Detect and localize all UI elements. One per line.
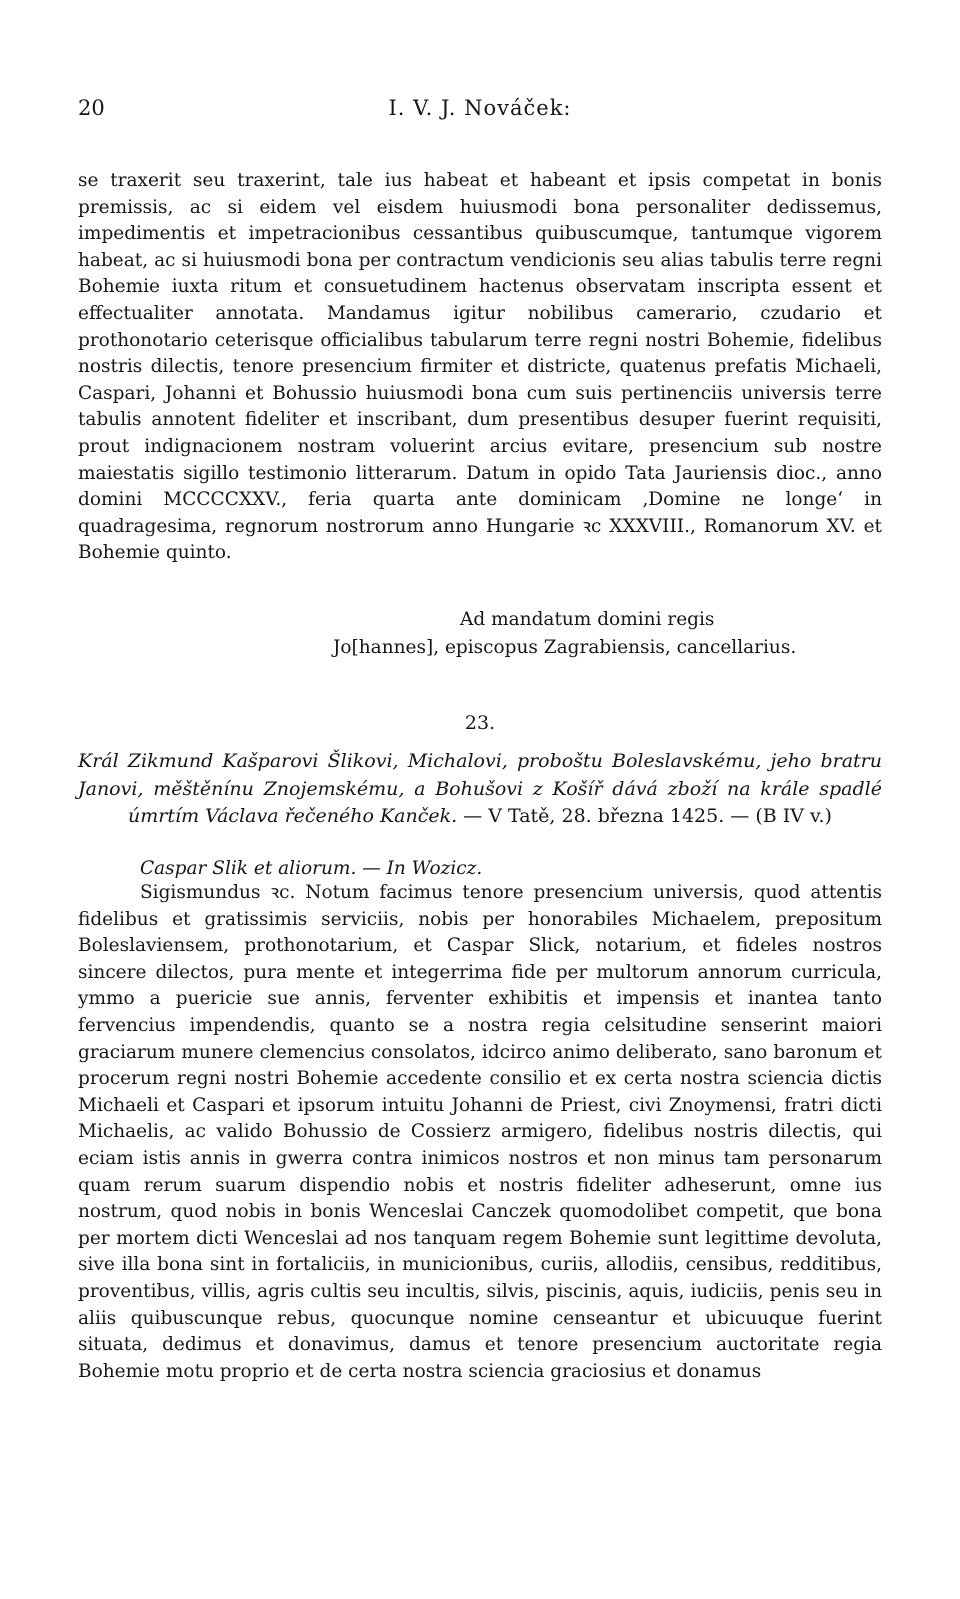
page-header <box>78 96 882 130</box>
signature-line-2: Jo[hannes], episcopus Zagrabiensis, cancellarius. <box>333 637 797 658</box>
page-number: 20 <box>78 96 105 120</box>
signature-line-1: Ad mandatum domini regis <box>460 609 715 630</box>
endorsement-note: Caspar Slik et aliorum. — In Wozicz. <box>140 858 483 879</box>
document-number: 23. <box>464 712 496 734</box>
continuation-paragraph: se traxerit seu traxerint, tale ius habeat et habeant et ipsis competat in bonis premissis, ac si eidem vel eisdem huiusmodi bona personaliter dedissemus, impedimentis et impetracionibus cessantibus quibuscumque, tantumque vigorem habeat, ac si huiusmodi bona per contractum vendicionis seu alias tabulis terre regni Bohemie iuxta ritum et consuetudinem hactenus observatam inscripta essent et effectualiter annotata. Mandamus igitur nobilibus camerario, czudario et prothonotario ceterisque officialibus tabularum terre regni nostri Bohemie, fidelibus nostris dilectis, tenore presencium firmiter et districte, quatenus prefatis Michaeli, Caspari, Johanni et Bohussio huiusmodi bona cum suis pertinenciis universis terre tabulis annotent fideliter et inscribant, dum presentibus desuper fuerint requisiti, prout indignacionem nostram voluerint arcius evitare, presencium sub nostre maiestatis sigillo testimonio litterarum. Datum in opido Tata Jauriensis dioc., anno domini MCCCCXXV., feria quarta ante dominicam ‚Domine ne longe‘ in quadragesima, regnorum nostrorum anno Hungarie ꝛc XXXVIII., Romanorum XV. et Bohemie quinto. <box>78 170 882 564</box>
document-text-paragraph: Sigismundus ꝛc. Notum facimus tenore presencium universis, quod attentis fidelibus et gratissimis serviciis, nobis per honorabiles Michaelem, prepositum Boleslaviensem, prothonotarium, et Caspar Slick, notarium, et fideles nostros sincere dilectos, pura mente et integerrima fide per multorum annorum curricula, ymmo a puericie sue annis, ferventer exhibitis et impensis et inantea tanto fervencius impendendis, quanto se a nostra regia celsitudine senserint maiori graciarum munere clemencius consolatos, idcirco animo deliberato, sano baronum et procerum regni nostri Bohemie accedente consilio et ex certa nostra sciencia dictis Michaeli et Caspari et ipsorum intuitu Johanni de Priest, civi Znoymensi, fratri dicti Michaelis, ac valido Bohussio de Cossierz armigero, fidelibus nostris dilectis, qui eciam istis annis in gwerra contra inimicos nostros et non minus tam personarum quam rerum suarum dispendio nobis et nostris fideliter adheserunt, omne ius nostrum, quod nobis in bonis Wenceslai Canczek quomodolibet competit, que bona per mortem dicti Wenceslai ad nos tanquam regem Bohemie sunt legittime devoluta, sive illa bona sint in fortaliciis, in municionibus, curiis, allodiis, censibus, redditibus, proventibus, villis, agris cultis seu incultis, silvis, piscinis, aquis, iudiciis, penis seu in aliis quibuscunque rebus, quocunque nomine censeantur et ubicuuque fuerint situata, dedimus et donavimus, damus et tenore presencium auctoritate regia Bohemie motu proprio et de certa nostra sciencia graciosius et donamus <box>78 882 882 1382</box>
regest-date-source: V Tatě, 28. března 1425. — (B IV v.) <box>488 805 832 827</box>
document-regest <box>78 748 882 831</box>
running-head: I. V. J. Nováček: <box>388 96 572 120</box>
regest-text: Král Zikmund Kašparovi Šlikovi, Michalovi, proboštu Boleslavskému, jeho bratru Janovi, měštěnínu Znojemskému, a Bohušovi z Košíř dává zboží na krále spadlé úmrtím Václava řečeného Kanček. — <box>78 750 882 827</box>
